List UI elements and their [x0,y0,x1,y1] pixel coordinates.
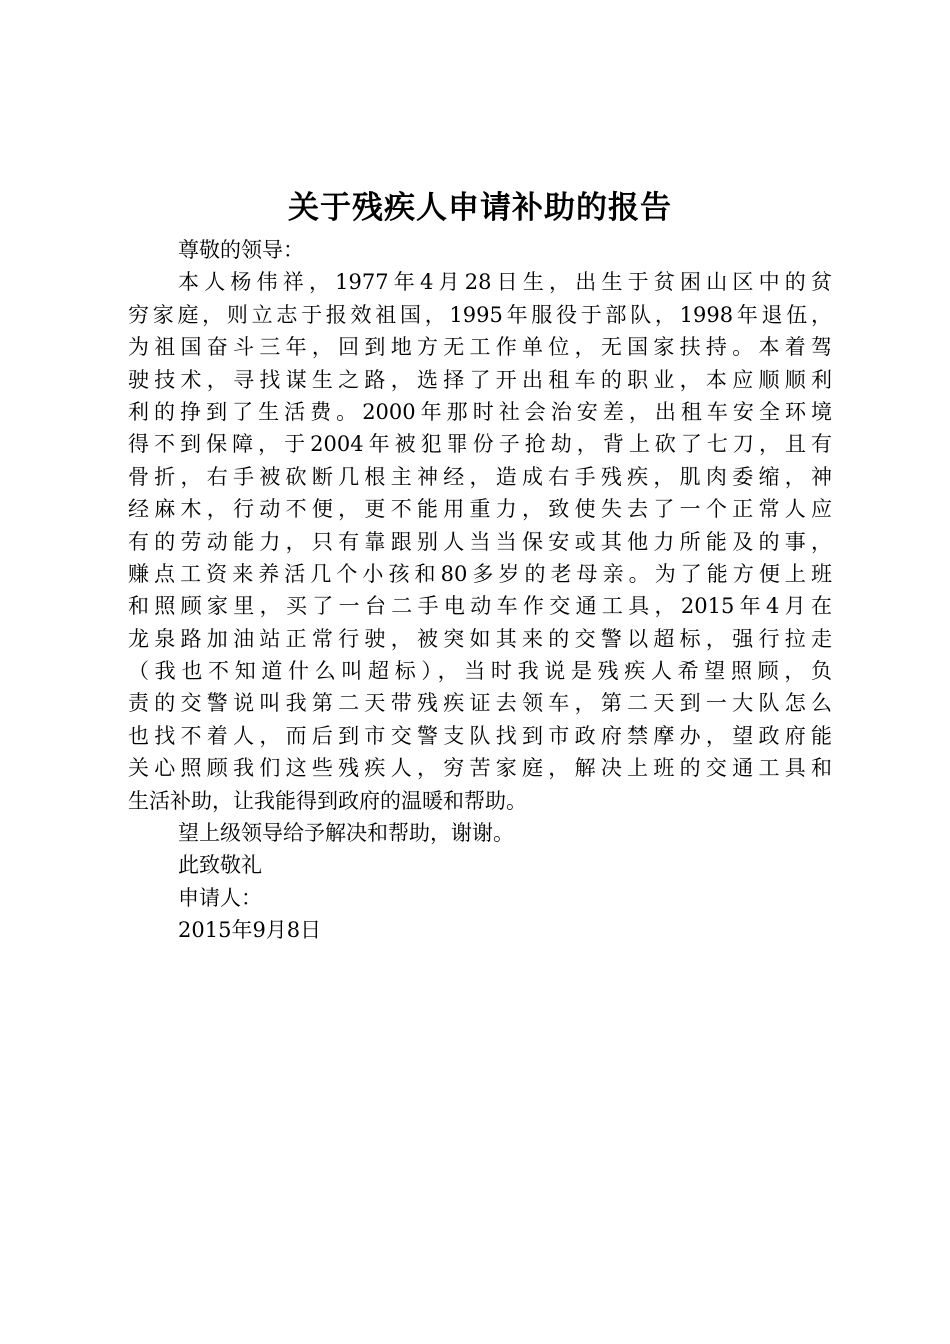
body-line: 为祖国奋斗三年，回到地方无工作单位，无国家扶持。本着驾 [128,335,832,360]
body-line-last: 生活补助，让我能得到政府的温暖和帮助。 [128,788,527,813]
document-body [128,234,832,947]
body-line: 得不到保障，于2004年被犯罪份子抢劫，背上砍了七刀，且有 [128,432,832,457]
body-line: 龙泉路加油站正常行驶，被突如其来的交警以超标，强行拉走 [128,626,832,651]
body-line: 驶技术，寻找谋生之路，选择了开出租车的职业，本应顺顺利 [128,367,832,392]
request-line: 望上级领导给予解决和帮助，谢谢。 [178,821,514,846]
body-line: 利的挣到了生活费。2000年那时社会治安差，出租车安全环境 [128,399,832,424]
body-line: 赚点工资来养活几个小孩和80多岁的老母亲。为了能方便上班 [128,561,832,586]
closing-line: 此致敬礼 [178,853,262,878]
body-line: 和照顾家里，买了一台二手电动车作交通工具，2015年4月在 [128,594,832,619]
body-line: 穷家庭，则立志于报效祖国，1995年服役于部队，1998年退伍， [128,302,832,327]
body-line: 关心照顾我们这些残疾人，穷苦家庭，解决上班的交通工具和 [128,756,832,781]
body-line: 骨折，右手被砍断几根主神经，造成右手残疾，肌肉委缩，神 [128,464,832,489]
body-line: 经麻木，行动不便，更不能用重力，致使失去了一个正常人应 [128,497,832,522]
body-line: 有的劳动能力，只有靠跟别人当当保安或其他力所能及的事， [128,529,832,554]
body-line: 也找不着人，而后到市交警支队找到市政府禁摩办，望政府能 [128,723,832,748]
body-line: （我也不知道什么叫超标），当时我说是残疾人希望照顾，负 [128,659,832,684]
document-date: 2015年9月8日 [178,918,322,943]
salutation: 尊敬的领导： [178,238,304,262]
body-line: 责的交警说叫我第二天带残疾证去领车，第二天到一大队怎么 [128,691,832,716]
body-line: 本人杨伟祥，1977年4月28日生，出生于贫困山区中的贫 [178,270,832,295]
applicant-label: 申请人： [178,885,262,910]
document-title: 关于残疾人申请补助的报告 [288,190,672,226]
